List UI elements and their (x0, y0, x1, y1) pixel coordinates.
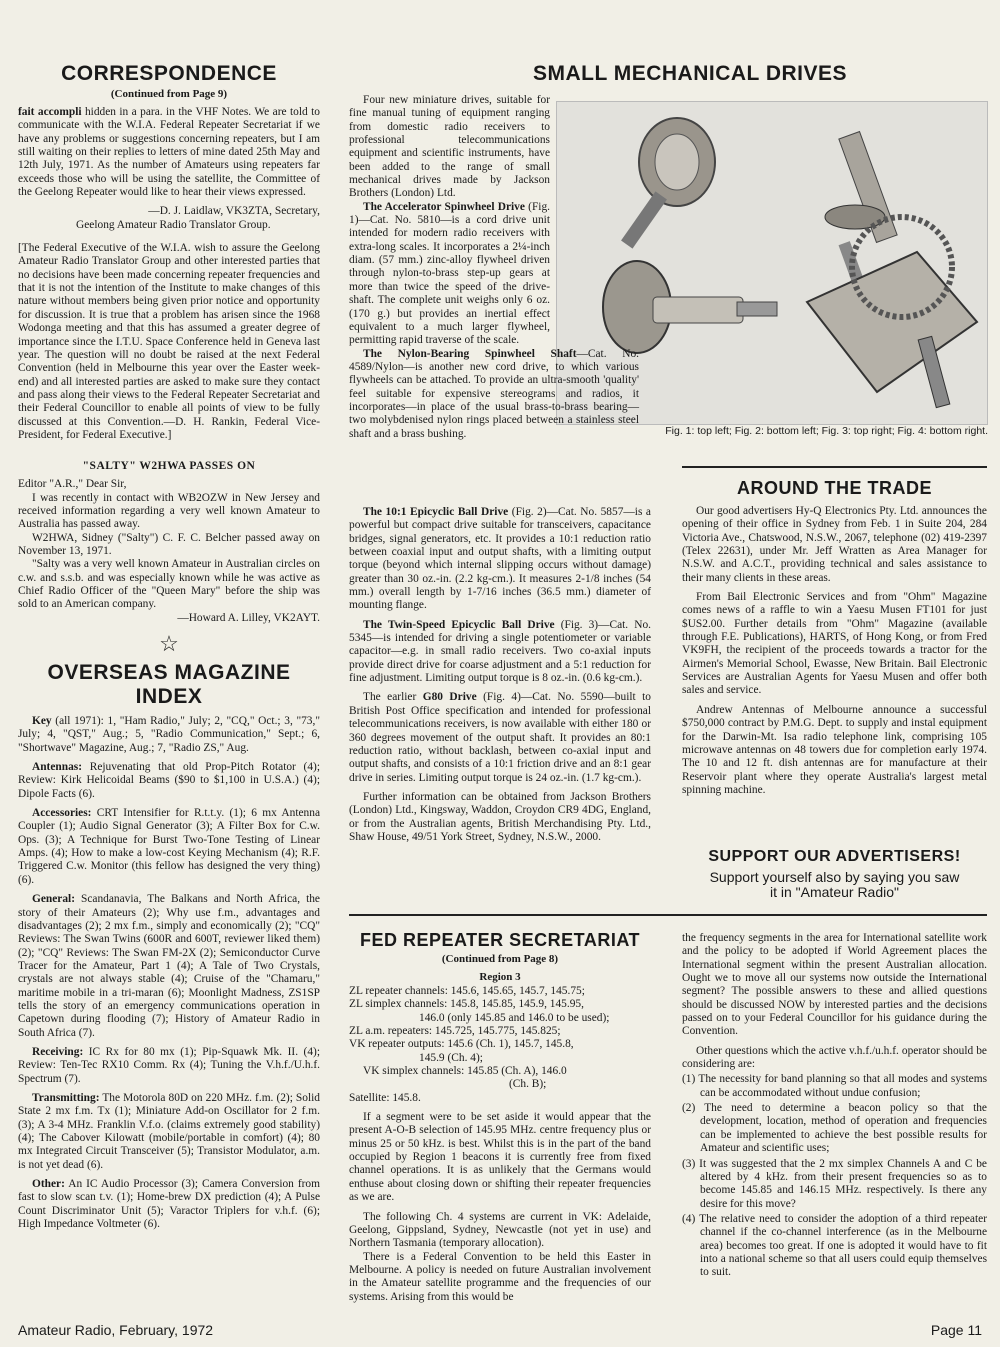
fed-channel-line: Satellite: 145.8. (349, 1091, 421, 1104)
overseas-title: OVERSEAS MAGAZINE INDEX (47, 661, 291, 709)
fed-continued: (Continued from Page 8) (441, 953, 559, 965)
trade-title: AROUND THE TRADE (737, 478, 932, 498)
fed-channel-line: (Ch. B); (509, 1078, 547, 1091)
fed-column-left (349, 930, 651, 1310)
salty-para-3: "Salty was a very well known Amateur in Australian circles on c.w. and s.s.b. and was especially known while he was active as Chief Radio Officer of the "Queen Mary" before the ship was sold to an American company. (18, 558, 320, 611)
fed-questions-list (682, 1073, 987, 1279)
correspondence-title: CORRESPONDENCE (61, 62, 277, 85)
drives-caption: Fig. 1: top left; Fig. 2: bottom left; Fig. 3: top right; Fig. 4: bottom right. (665, 425, 988, 437)
fed-channel-line: ZL a.m. repeaters: 145.725, 145.775, 145.825; (349, 1025, 561, 1038)
overseas-receiving: Receiving: IC Rx for 80 mx (1); Pip-Squawk Mk. II. (4); Review: Ten-Tec RX10 Comm. Rx (4); Tuning the V.h.f./U.h.f. Spectrum (7). (18, 1045, 320, 1085)
trade-para-2: From Bail Electronic Services and from "Ohm" Magazine comes news of a raffle to win a Yaesu Musen FT101 for just $US2.00. Further details from "Ohm" Magazine (available through F.E. Publications), HARTS, of Hong Kong, or from Fred VK9FH, the recipient of the proceeds towards a tractor for the Airmen's Memorial School, Ewasse, New Britain. Bail Electronic Services are Australian Agents for Yaesu Musen and offer both sales and service. (682, 591, 987, 697)
list-item: (4) The relative need to consider the adoption of a third repeater channel if the co-channel interference (as in the Melbourne area) becomes too great. If one is adopted it would have to fit into a national scheme so that all users could equip themselves to suit. (682, 1212, 987, 1279)
list-item: (1) The necessity for band planning so that all modes and systems can be accommodated without undue confusion; (682, 1073, 987, 1099)
left-column (18, 62, 320, 1237)
trade-divider (682, 466, 987, 468)
overseas-key: Key (all 1971): 1, "Ham Radio," July; 2, "CQ," Oct.; 3, "73," July; 4, "QST," Aug.; 5, "Radio Communication," Sept.; 6, "Shortwave" Magazine, Aug.; 7, "Radio ZS," Aug. (18, 715, 320, 754)
fed-channel-line: VK simplex channels: 145.85 (Ch. A), 146.0 (363, 1065, 567, 1078)
fed-para-2: The following Ch. 4 systems are current in VK: Adelaide, Geelong, Gippsland, Sydney, Newcastle (not yet in use) and Northern Tasmania (temporary allocation). (349, 1210, 651, 1250)
salty-para-2: W2HWA, Sidney ("Salty") C. F. C. Belcher passed away on November 13, 1971. (18, 531, 320, 557)
fed-right-para-1: the frequency segments in the area for International satellite work and the policy to be adopted if World Agreement places the International segment within the present Australian allocation. Ought we to move all our systems now outside the International segment? The possible answers to these and allied questions should be discussed NOW by interested parties and the decisions passed on to your Federal Councillor for his guidance during the Convention. (682, 932, 987, 1038)
overseas-antennas: Antennas: Rejuvenating that old Prop-Pitch Rotator (4); Review: Kirk Helicoidal Beams ($90 to $1,100 in U.S.A.) (4); Dipole Facts (6). (18, 761, 320, 800)
overseas-transmitting: Transmitting: The Motorola 80D on 220 MHz. f.m. (2); Solid State 2 mx f.m. Tx (1); Miniature Add-on Oscillator for 2 f.m. (3); A 3-4 MHz. Franklin V.f.o. (claims extremely good stability) (4); The Cabover Kilowatt (mobile/portable in comfort) (4); 80 mx Integrated Circuit Transceiver (5); Transistor Modulator, a.m. is not yet dead (6). (18, 1091, 320, 1171)
drives-accelerator: The Accelerator Spinwheel Drive (Fig. 1)—Cat. No. 5810—is a cord drive unit intended for modern radio receivers with extra-long scales. It incorporates a 2¼-inch diam. (57 mm.) zinc-alloy flywheel driven through nylon-to-brass step-up gears at more than twice the speed of the drive-shaft. The complete unit weighs only 6 oz. (170 g.) but provides an inertial effect equivalent to a much larger flywheel, permitting rapid traverse of the scale. (349, 200, 550, 347)
drives-g80: The earlier G80 Drive (Fig. 4)—Cat. No. 5590—built to British Post Office specification and intended for professional telecommunications receivers, is now available with either 180 or 360 degrees movement of the output shaft. It provides an 80:1 reduction ratio, without backlash, between co-axial input and output shafts, and consists of a 10:1 friction drive and an 8:1 gear drive in series. Limiting output torque is 24 oz.-in. (1.7 kg-cm.). (349, 691, 652, 784)
fed-channel-line: ZL simplex channels: 145.8, 145.85, 145.9, 145.95, (349, 998, 584, 1011)
overseas-general: General: Scandanavia, The Balkans and North Africa, the story of their Amateurs (2); Why use f.m., advantages and disadvantages (2); 2 mx f.m., simply and economically (2); "CQ" Reviews: The Swan Twins (600R and 600T, reviewer liked them) (2); "CQ" Reviews: The Swan FM-2X (2); Semiconductor Curve Tracer for the Amateur, Part 1 (4); A Tale of Two Crystals, crystals are not always stable (4); Cruise of the "Chamaru," maritime mobile in a tri-maran (6); Moonlight Madness, ZS1SP tells the story of an emergency communications operation in Capetown during flooding (7); History of Amateur Radio in South Africa (7). (18, 893, 320, 1039)
support-box (682, 848, 987, 901)
drives-column-lower (349, 506, 651, 850)
drives-intro: Four new miniature drives, suitable for fine manual tuning of equipment ranging from domestic radio receivers to professional telecommunications equipment and scientific instruments, have been added to the range of small mechanical drives made by Jackson Brothers (London) Ltd. (349, 94, 550, 200)
drives-twin-speed: The Twin-Speed Epicyclic Ball Drive (Fig. 3)—Cat. No. 5345—is intended for driving a single potentiometer or variable capacitor—e.g. in small radio receivers. Two co-axial inputs provide direct drive for coarse adjustment and a 5:1 reduction for fine adjustment. Limiting output torque is 8 oz.-in. (0.6 kg-cm.). (349, 618, 651, 685)
fed-channel-list (349, 985, 651, 1105)
support-line-1: Support yourself also by saying you saw (709, 869, 960, 885)
trade-para-3: Andrew Antennas of Melbourne announce a successful $750,000 contract by P.M.G. Dept. to supply and instal equipment for the Darwin-Mt. Isa radio telephone link, comprising 105 microwave antennas on 48 towers due for completion early 1974. The 10 and 12 ft. dish antennas are for manufacture at their Reservoir plant where they operate Australia's largest metal spinning machine. (682, 703, 987, 796)
fed-channel-line: ZL repeater channels: 145.6, 145.65, 145.7, 145.75; (349, 985, 585, 997)
fed-right-para-2: Other questions which the active v.h.f./u.h.f. operator should be considering are: (682, 1044, 987, 1071)
correspondence-executive-note: [The Federal Executive of the W.I.A. wish to assure the Geelong Amateur Radio Translator Group and other interested parties that no decisions have been made concerning repeater frequencies and that it is not the intention of the Institute to make changes of this nature without members being given prior notice and opportunity for discussion. It is true that a problem has arisen since the 1968 Wodonga meeting and that this has assumed a greater degree of importance since the I.T.U. Space Conference held in Geneva last year. The question will no doubt be raised at the next Federal Convention (held in Melbourne this year over the Easter week-end) and all interested parties are asked to make sure they contact and pass along their views to the Federal Repeater Secretariat and their Federal Councillor to enable all points of view to be fully discussed at this Convention.—D. H. Rankin, Federal Vice-President, for Federal Executive.] (18, 242, 320, 441)
correspondence-signature-group: Geelong Amateur Radio Translator Group. (76, 218, 271, 231)
support-title: SUPPORT OUR ADVERTISERS! (708, 848, 961, 865)
footer-left: Amateur Radio, February, 1972 (18, 1322, 214, 1338)
salty-signature: —Howard A. Lilley, VK2AYT. (177, 611, 320, 624)
salty-salutation: Editor "A.R.," Dear Sir, (18, 478, 127, 491)
correspondence-signature: —D. J. Laidlaw, VK3ZTA, Secretary, (148, 205, 320, 218)
fed-column-right (682, 932, 987, 1282)
list-item: (2) The need to determine a beacon policy so that the development, location, method of operation and frequencies can be implemented to achieve the best possible results for Amateur and scientific uses; (682, 1102, 987, 1155)
drives-epicyclic: The 10:1 Epicyclic Ball Drive (Fig. 2)—Cat. No. 5857—is a powerful but compact drive suitable for transceivers, capacitance bridges, signal generators, etc. It provides a 10:1 reduction ratio between coaxial input and output shafts, with a limiting output torque (beyond which internal slipping occurs without damage) greater than 30 oz.-in. (2.2 kg-cm.). It measures 2-1/8 inches (54 mm.) overall length by 1-7/16 inches (36.5 mm.) diameter of mounting flange. (349, 506, 651, 612)
drives-title: SMALL MECHANICAL DRIVES (532, 62, 848, 85)
overseas-accessories: Accessories: CRT Intensifier for R.t.t.y. (1); 6 mx Antenna Coupler (1); Audio Signal Generator (3); A Filter Box for C.w. Ops. (3); A Technique for Burst Two-Tone Testing of Linear Amps. (4); How to make a low-cost Keying Mechanism (4); R.F. Triggered C.w. Monitor (this fellow has designed the very thing) (6). (18, 807, 320, 886)
drives-column (349, 94, 639, 441)
trade-para-1: Our good advertisers Hy-Q Electronics Pty. Ltd. announces the opening of their office in Sydney from Feb. 1 in Suite 204, 284 Victoria Ave., Chatswood, N.S.W., 2067, telephone (02) 419-2397 (Telex 22631), under Mr. Jeff Wratten as Area Manager for N.S.W. and A.C.T., providing technical and sales assistance to their many clients in these areas. (682, 505, 987, 584)
drives-further-info: Further information can be obtained from Jackson Brothers (London) Ltd., Kingsway, Waddon, Croydon CR9 4DG, England, or from the Australian agents, British Merchandising Pty. Ltd., Shaw House, 49/51 York Street, Sydney, N.S.W., 2000. (349, 790, 651, 843)
fed-channel-line: 146.0 (only 145.85 and 146.0 to be used); (419, 1011, 610, 1024)
fed-channel-line: 145.9 (Ch. 4); (419, 1051, 483, 1064)
correspondence-continued: (Continued from Page 9) (110, 88, 228, 100)
fed-para-1: If a segment were to be set aside it would appear that the present A-O-B selection of 145.95 MHz. centre frequency plus or minus 25 or 50 kHz. is best. Whilst this is in the part of the band occupied by Region 1 beacons it is currently free from fixed channel operations. It is as unlikely that the Germans would enthuse about closing down or shifting their repeater frequencies as we are. (349, 1111, 651, 1204)
fed-region: Region 3 (479, 971, 521, 983)
correspondence-lead: fait accompli (18, 106, 82, 118)
trade-column (682, 478, 987, 803)
support-line-2: it in "Amateur Radio" (770, 884, 899, 901)
star-divider-icon: ☆ (159, 631, 179, 657)
list-item: (3) It was suggested that the 2 mx simplex Channels A and C be altered by 4 kHz. from their present frequencies so as to become 145.85 and 146.15 MHz. respectively. Is there any desire for this move? (682, 1157, 987, 1210)
fed-para-3: There is a Federal Convention to be held this Easter in Melbourne. A policy is needed on future Australian involvement in the Amateur satellite programme and the frequencies of our systems. Arising from this would be (349, 1250, 651, 1303)
salty-para-1: I was recently in contact with WB2OZW in New Jersey and received information regarding a very well known Amateur to Australia has passed away. (18, 491, 320, 531)
overseas-other: Other: An IC Audio Processor (3); Camera Conversion from fast to slow scan t.v. (1); Home-brew DX prediction (4); A Pulse Count Discriminator Unit (5); Varactor Triplers for v.h.f. (6); High Impedance Voltmeter (6). (18, 1178, 320, 1231)
fed-divider (349, 914, 987, 916)
fed-title: FED REPEATER SECRETARIAT (359, 930, 640, 950)
correspondence-para-1: fait accompli hidden in a para. in the VHF Notes. We are told to communicate with the W.I.A. Federal Repeater Secretariat if we have any problems or suggestions concerning repeaters, but I am still waiting on their replies to letters of mine dated 25th May and 12th July, 1971. As the number of Amateurs using repeaters far exceeds those who will be using the satellite, the Committee of the Geelong Repeater would like to hear their views expressed. (18, 106, 320, 199)
drives-nylon: The Nylon-Bearing Spinwheel Shaft—Cat. No. 4589/Nylon—is another new cord drive, to which various flywheels can be attached. To provide an ultra-smooth 'quality' feel suitable for expensive stereograms and radios, it incorporates—in place of the usual brass-to-brass bearing—two molybdenised nylon rings placed between a stainless steel shaft and a brass bushing. (349, 347, 639, 440)
salty-title: "SALTY" W2HWA PASSES ON (82, 460, 256, 473)
footer-page-number: Page 11 (930, 1322, 982, 1338)
fed-channel-line: VK repeater outputs: 145.6 (Ch. 1), 145.7, 145.8, (349, 1038, 574, 1051)
